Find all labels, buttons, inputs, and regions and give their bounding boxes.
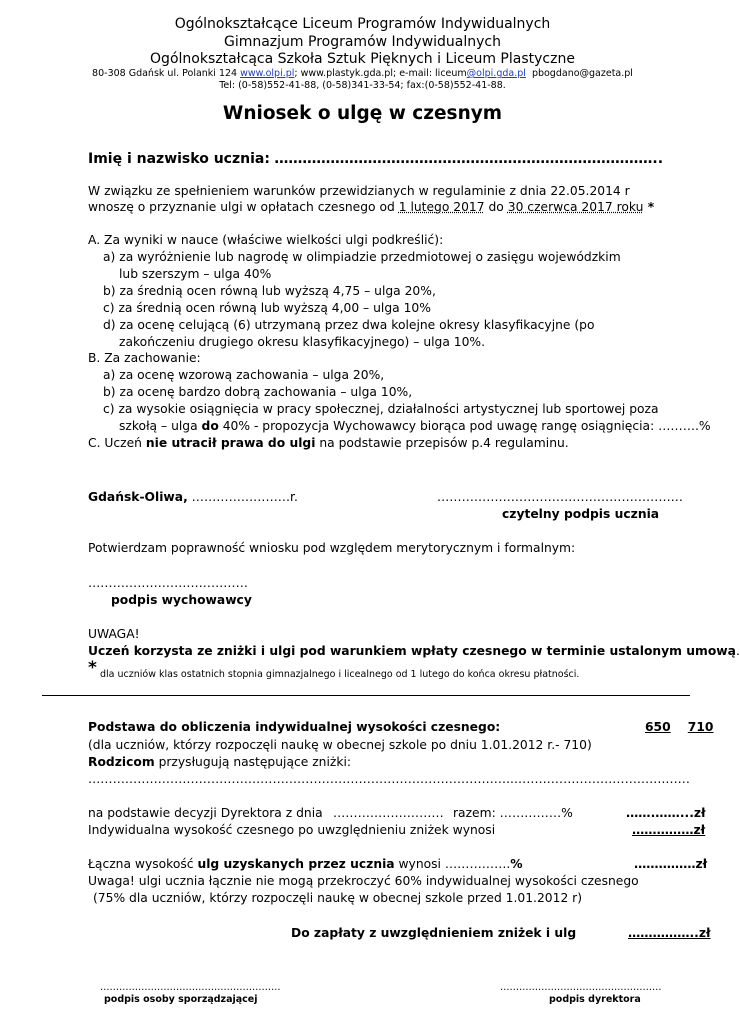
website-link[interactable]: www.olpi.pl <box>240 68 295 79</box>
basis-value-650[interactable]: 650 <box>645 720 671 734</box>
decision-date-field[interactable]: ……………………… <box>333 806 444 820</box>
section-b-item-a[interactable]: a) za ocenę wzorową zachowania – ulga 20%, <box>103 368 385 382</box>
email-link[interactable]: @olpi.gda.pl <box>466 68 526 79</box>
student-name-label: Imię i nazwisko ucznia: <box>88 151 270 167</box>
student-signature-label: czytelny podpis ucznia <box>502 507 660 521</box>
b-c-rest: 40% - propozycja Wychowawcy biorąca pod uwagę rangę osiągnięcia: ……….% <box>218 419 711 433</box>
student-name-field[interactable]: ……………………………………………………………………….. <box>274 151 664 167</box>
parents-bold: Rodzicom <box>88 755 155 769</box>
section-c <box>88 436 569 450</box>
section-b-item-c[interactable]: c) za wysokie osiągnięcia w pracy społecznej, działalności artystycznej lub sportowej poza <box>103 402 659 416</box>
date-to: 30 czerwca 2017 roku <box>507 200 644 214</box>
place-label: Gdańsk-Oliwa, <box>88 490 188 504</box>
warning-bold: Uczeń korzysta ze zniżki i ulgi pod warunkiem wpłaty czesnego w terminie ustalonym umową <box>88 644 736 658</box>
school-name-line1: Ogólnokształcące Liceum Programów Indywidualnych <box>174 16 551 32</box>
page-title: Wniosek o ulgę w czesnym <box>222 103 503 124</box>
basis-values <box>645 720 713 734</box>
basis-label: Podstawa do obliczenia indywidualnej wysokości czesnego: <box>88 720 501 734</box>
section-a-item-a[interactable]: a) za wyróżnienie lub nagrodę w olimpiadzie przedmiotowej o zasięgu wojewódzkim <box>103 250 621 264</box>
basis-note: (dla uczniów, którzy rozpoczęli naukę w obecnej szkole po dniu 1.01.2012 r.- 710) <box>88 738 592 752</box>
date-field[interactable]: ……………………r. <box>187 490 298 504</box>
basis-value-710[interactable]: 710 <box>687 720 714 734</box>
b-c-text: szkołą – ulga <box>119 419 202 433</box>
individual-amount-field[interactable]: ……………zł <box>632 823 706 837</box>
separator-line <box>42 695 690 696</box>
topay-label: Do zapłaty z uwzględnieniem zniżek i ulg <box>291 926 577 940</box>
section-a-heading: A. Za wyniki w nauce (właściwe wielkości ulgi podkreślić): <box>88 233 444 247</box>
total-row <box>88 857 523 871</box>
director-signature-field[interactable]: …………………………………………… <box>500 982 662 993</box>
footnote-text: dla uczniów klas ostatnich stopnia gimnazjalnego i licealnego od 1 lutego do końca okresu płatności. <box>100 669 580 680</box>
limit-note-1: Uwaga! ulgi ucznia łącznie nie mogą przekroczyć 60% indywidualnej wysokości czesnego <box>88 874 639 888</box>
address-line <box>0 68 725 79</box>
c-rest: na podstawie przepisów p.4 regulaminu. <box>315 436 569 450</box>
discounts-field[interactable]: …………………………………………………………………………………………..……………………………….…… <box>88 772 690 786</box>
decision-amount-field[interactable]: …….……...zł <box>626 806 706 820</box>
footnote-asterisk: * <box>88 658 97 678</box>
decision-label: na podstawie decyzji Dyrektora z dnia <box>88 806 323 820</box>
intro-line2 <box>88 200 654 214</box>
section-b-item-c-cont[interactable] <box>119 419 711 433</box>
second-email: pbogdano@gazeta.pl <box>531 68 633 79</box>
total-bold: ulg uzyskanych przez ucznia <box>197 857 395 871</box>
warning-title: UWAGA! <box>88 627 140 641</box>
contacts-text: ; www.plastyk.gda.pl; e-mail: liceum <box>294 68 467 79</box>
total-percent: % <box>510 857 523 871</box>
school-name-line2: Gimnazjum Programów Indywidualnych <box>223 34 502 50</box>
limit-note-2: (75% dla uczniów, którzy rozpoczęli naukę w obecnej szkole przed 1.01.2012 r) <box>93 891 583 905</box>
tutor-signature-field[interactable]: ………………………………… <box>88 576 248 590</box>
phone-line: Tel: (0-58)552-41-88, (0-58)341-33-54; fax:(0-58)552-41-88. <box>219 80 506 91</box>
total-amount-field[interactable]: ……………zł <box>634 857 708 871</box>
tutor-signature-label: podpis wychowawcy <box>111 593 252 607</box>
section-b-heading: B. Za zachowanie: <box>88 351 201 365</box>
c-prefix: C. Uczeń <box>88 436 146 450</box>
student-signature-field[interactable]: …………………………………………………… <box>437 490 683 504</box>
warning-text <box>88 644 740 658</box>
parents-row <box>88 755 351 769</box>
section-a-item-d[interactable]: d) za ocenę celującą (6) utrzymaną przez dwa kolejne okresy klasyfikacyjne (po <box>103 318 595 332</box>
total-field[interactable]: wynosi ……………. <box>394 857 511 871</box>
total-text: Łączna wysokość <box>88 857 198 871</box>
school-name-line3: Ogólnokształcąca Szkoła Sztuk Pięknych i Liceum Plastyczne <box>150 51 575 67</box>
section-a-item-b[interactable]: b) za średnią ocen równą lub wyższą 4,75 – ulga 20%, <box>103 284 436 298</box>
section-a-item-a-cont[interactable]: lub szerszym – ulga 40% <box>119 267 272 281</box>
date-from: 1 lutego 2017 <box>398 200 485 214</box>
director-signature-label: podpis dyrektora <box>549 994 641 1005</box>
section-b-item-b[interactable]: b) za ocenę bardzo dobrą zachowania – ulga 10%, <box>103 385 413 399</box>
section-a-item-c[interactable]: c) za średnią ocen równą lub wyższą 4,00 – ulga 10% <box>103 301 431 315</box>
asterisk: * <box>643 200 655 214</box>
intro-to: do <box>484 200 508 214</box>
confirm-text: Potwierdzam poprawność wniosku pod względem merytorycznym i formalnym: <box>88 541 576 555</box>
razem-field[interactable]: razem: ……………% <box>453 806 573 820</box>
student-name-row <box>88 151 663 167</box>
topay-amount-field[interactable]: ……………..zł <box>628 926 711 940</box>
c-bold: nie utracił prawa do ulgi <box>145 436 316 450</box>
intro-line1: W związku ze spełnieniem warunków przewidzianych w regulaminie z dnia 22.05.2014 r <box>88 184 630 198</box>
place-date-row <box>88 490 298 504</box>
individual-label: Indywidualna wysokość czesnego po uwzględnieniu zniżek wynosi <box>88 823 496 837</box>
preparer-signature-field[interactable]: ………………………………………………… <box>100 982 281 993</box>
preparer-signature-label: podpis osoby sporządzającej <box>104 994 258 1005</box>
intro-text: wnoszę o przyznanie ulgi w opłatach czesnego od <box>88 200 399 214</box>
address-prefix: 80-308 Gdańsk ul. Polanki 124 <box>92 68 238 79</box>
parents-rest: przysługują następujące zniżki: <box>154 755 352 769</box>
b-c-bold: do <box>201 419 219 433</box>
warning-period: . <box>735 644 740 658</box>
section-a-item-d-cont[interactable]: zakończeniu drugiego okresu klasyfikacyjnego) – ulga 10%. <box>119 335 486 349</box>
